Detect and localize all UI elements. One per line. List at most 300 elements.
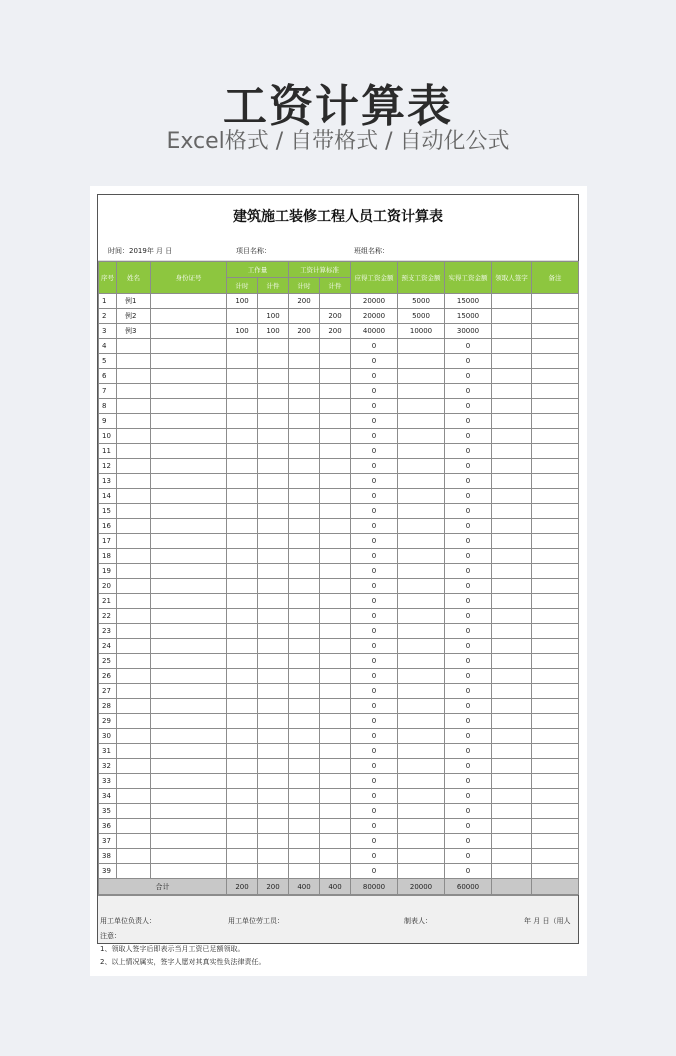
table-cell-sign [492,414,532,429]
table-cell-wp [258,804,289,819]
table-cell-name [117,564,151,579]
header-workload: 工作量 [227,262,289,278]
table-cell-wt: 100 [227,294,258,309]
table-cell-actual: 0 [445,609,492,624]
table-cell-remark [532,309,579,324]
meta-project: 项目名称： [236,247,271,255]
table-cell-actual: 0 [445,789,492,804]
table-cell-no: 36 [99,819,117,834]
table-cell-st [289,699,320,714]
table-cell-advance [398,579,445,594]
table-cell-id [151,804,227,819]
table-cell-name [117,354,151,369]
table-cell-sp [320,654,351,669]
table-cell-payable: 0 [351,489,398,504]
table-cell-id [151,684,227,699]
table-cell-wt [227,474,258,489]
table-cell-id [151,759,227,774]
table-cell-sp [320,714,351,729]
table-cell-actual: 0 [445,849,492,864]
total-cell: 400 [320,879,351,895]
table-row [99,429,579,444]
table-cell-sign [492,729,532,744]
table-cell-st [289,429,320,444]
table-cell-actual: 0 [445,459,492,474]
table-cell-remark [532,789,579,804]
table-cell-sp [320,504,351,519]
table-cell-wp [258,819,289,834]
table-cell-wp [258,594,289,609]
table-cell-id [151,849,227,864]
table-cell-advance [398,534,445,549]
table-cell-payable: 0 [351,444,398,459]
salary-table [98,261,579,895]
table-cell-sp [320,354,351,369]
table-cell-payable: 0 [351,354,398,369]
table-cell-wt [227,564,258,579]
table-cell-st [289,339,320,354]
table-cell-id [151,609,227,624]
table-cell-wp [258,789,289,804]
table-cell-sp [320,774,351,789]
table-cell-actual: 0 [445,564,492,579]
table-cell-sp [320,849,351,864]
table-cell-payable: 0 [351,624,398,639]
table-cell-name [117,609,151,624]
table-cell-payable: 0 [351,564,398,579]
table-cell-remark [532,534,579,549]
table-row [99,624,579,639]
table-cell-wp [258,504,289,519]
table-cell-sign [492,324,532,339]
table-cell-name [117,594,151,609]
table-cell-advance [398,594,445,609]
header-actual: 实得工资金额 [445,262,492,294]
meta-team: 班组名称： [354,247,389,255]
table-cell-sp [320,459,351,474]
table-cell-wt [227,579,258,594]
table-cell-actual: 0 [445,669,492,684]
table-row [99,714,579,729]
table-row [99,459,579,474]
table-cell-advance [398,474,445,489]
table-cell-payable: 0 [351,834,398,849]
total-cell: 20000 [398,879,445,895]
table-cell-no: 37 [99,834,117,849]
table-cell-name [117,654,151,669]
table-cell-remark [532,564,579,579]
table-cell-sign [492,789,532,804]
table-cell-no: 19 [99,564,117,579]
table-cell-sign [492,474,532,489]
table-cell-actual: 0 [445,744,492,759]
table-cell-remark [532,729,579,744]
table-row [99,729,579,744]
table-cell-no: 11 [99,444,117,459]
table-row [99,864,579,879]
table-row [99,399,579,414]
table-cell-sp [320,414,351,429]
table-cell-wp [258,699,289,714]
table-cell-remark [532,399,579,414]
sign-labor: 用工单位劳工员： [228,917,284,925]
table-cell-id [151,744,227,759]
table-cell-payable: 0 [351,414,398,429]
table-cell-advance [398,519,445,534]
table-cell-wp [258,564,289,579]
table-cell-payable: 20000 [351,294,398,309]
table-cell-wt [227,729,258,744]
table-cell-no: 4 [99,339,117,354]
table-cell-actual: 0 [445,384,492,399]
table-cell-sp [320,444,351,459]
table-cell-wt [227,744,258,759]
table-cell-wp [258,864,289,879]
table-cell-advance [398,609,445,624]
table-cell-no: 32 [99,759,117,774]
table-cell-actual: 0 [445,594,492,609]
meta-time: 时间：2019年 月 日 [108,247,173,255]
table-cell-st [289,549,320,564]
table-cell-sign [492,849,532,864]
table-cell-actual: 0 [445,624,492,639]
table-cell-wp [258,609,289,624]
table-cell-remark [532,489,579,504]
table-cell-sp [320,699,351,714]
table-cell-remark [532,609,579,624]
table-cell-st [289,654,320,669]
table-cell-remark [532,429,579,444]
sign-employer: 用工单位负责人： [100,917,156,925]
table-cell-advance [398,564,445,579]
table-cell-no: 26 [99,669,117,684]
table-cell-payable: 0 [351,609,398,624]
table-cell-wp [258,834,289,849]
table-cell-sign [492,519,532,534]
table-cell-sp [320,399,351,414]
table-cell-wt [227,354,258,369]
table-row [99,489,579,504]
table-cell-no: 1 [99,294,117,309]
table-cell-name [117,399,151,414]
table-cell-sign [492,834,532,849]
table-cell-no: 21 [99,594,117,609]
header-id: 身份证号 [151,262,227,294]
table-cell-payable: 0 [351,459,398,474]
table-cell-remark [532,444,579,459]
table-cell-wt [227,459,258,474]
table-cell-sign [492,759,532,774]
table-cell-payable: 0 [351,339,398,354]
table-cell-sign [492,744,532,759]
table-cell-sign [492,339,532,354]
table-cell-actual: 0 [445,414,492,429]
table-cell-payable: 0 [351,504,398,519]
table-cell-no: 22 [99,609,117,624]
header-signature: 领取人签字 [492,262,532,294]
table-cell-wp [258,354,289,369]
table-cell-wp [258,624,289,639]
table-cell-name [117,744,151,759]
table-cell-advance [398,639,445,654]
table-cell-sign [492,534,532,549]
table-cell-sign [492,714,532,729]
hero-subtitle: Excel格式 / 自带格式 / 自动化公式 [166,129,510,154]
table-cell-no: 20 [99,579,117,594]
table-cell-id [151,444,227,459]
table-cell-payable: 0 [351,759,398,774]
table-cell-id [151,354,227,369]
table-cell-st [289,504,320,519]
table-cell-remark [532,669,579,684]
table-cell-remark [532,504,579,519]
table-cell-payable: 0 [351,849,398,864]
table-cell-st [289,759,320,774]
table-cell-advance [398,804,445,819]
table-cell-advance [398,414,445,429]
table-cell-advance [398,384,445,399]
table-cell-wt [227,609,258,624]
table-row [99,759,579,774]
table-cell-no: 7 [99,384,117,399]
table-cell-no: 34 [99,789,117,804]
table-row [99,414,579,429]
table-cell-sign [492,429,532,444]
table-cell-sign [492,579,532,594]
table-cell-wt [227,834,258,849]
table-cell-no: 3 [99,324,117,339]
table-cell-sp [320,579,351,594]
table-row [99,684,579,699]
table-cell-payable: 0 [351,549,398,564]
table-cell-wp [258,519,289,534]
table-cell-remark [532,654,579,669]
table-cell-wt [227,504,258,519]
table-row [99,549,579,564]
table-cell-wt [227,819,258,834]
table-cell-id [151,699,227,714]
table-cell-sp [320,819,351,834]
note-item: 2、以上情况属实，签字人愿对其真实性负法律责任。 [100,958,266,966]
table-cell-remark [532,519,579,534]
table-cell-advance [398,654,445,669]
table-cell-no: 15 [99,504,117,519]
total-cell: 80000 [351,879,398,895]
table-cell-st [289,729,320,744]
table-body [99,294,579,879]
table-cell-id [151,504,227,519]
table-cell-no: 10 [99,429,117,444]
table-cell-id [151,654,227,669]
table-cell-sp [320,369,351,384]
table-cell-actual: 0 [445,354,492,369]
table-cell-st [289,849,320,864]
table-cell-name [117,369,151,384]
table-cell-wp [258,744,289,759]
table-cell-name [117,474,151,489]
header-advance: 预支工资金额 [398,262,445,294]
table-cell-actual: 0 [445,489,492,504]
table-cell-sign [492,804,532,819]
table-cell-advance [398,399,445,414]
table-cell-wt [227,699,258,714]
table-cell-sign [492,669,532,684]
table-row [99,564,579,579]
table-cell-no: 18 [99,549,117,564]
table-cell-id [151,669,227,684]
table-cell-no: 28 [99,699,117,714]
table-cell-no: 39 [99,864,117,879]
table-cell-name [117,759,151,774]
table-cell-remark [532,624,579,639]
table-cell-wp [258,444,289,459]
table-cell-st [289,639,320,654]
table-cell-sign [492,864,532,879]
table-cell-id [151,774,227,789]
table-cell-sp [320,744,351,759]
table-cell-name [117,549,151,564]
table-cell-id [151,594,227,609]
table-cell-payable: 0 [351,579,398,594]
table-cell-st [289,474,320,489]
table-cell-wp [258,489,289,504]
table-cell-sp [320,519,351,534]
salary-sheet [97,194,579,944]
table-cell-payable: 0 [351,399,398,414]
header-payable: 应得工资金额 [351,262,398,294]
table-cell-wp [258,369,289,384]
table-cell-advance [398,549,445,564]
table-cell-actual: 0 [445,729,492,744]
table-cell-st [289,834,320,849]
table-row [99,504,579,519]
table-row [99,324,579,339]
table-cell-actual: 0 [445,504,492,519]
table-cell-no: 6 [99,369,117,384]
table-cell-remark [532,594,579,609]
table-cell-wp [258,684,289,699]
table-cell-wt [227,804,258,819]
table-cell-actual: 0 [445,429,492,444]
table-cell-id [151,489,227,504]
table-cell-advance [398,864,445,879]
table-cell-sign [492,489,532,504]
table-cell-actual: 15000 [445,294,492,309]
table-cell-advance [398,699,445,714]
table-cell-wt [227,519,258,534]
table-cell-id [151,579,227,594]
table-cell-payable: 20000 [351,309,398,324]
table-cell-name [117,339,151,354]
table-cell-name [117,684,151,699]
table-cell-sp [320,474,351,489]
total-label: 合计 [99,879,227,895]
table-cell-id [151,384,227,399]
table-cell-name [117,639,151,654]
notes-title: 注意： [100,932,121,940]
table-cell-wp [258,534,289,549]
table-cell-payable: 0 [351,714,398,729]
table-cell-name [117,534,151,549]
table-cell-remark [532,579,579,594]
table-cell-name [117,834,151,849]
table-cell-advance [398,774,445,789]
table-cell-actual: 0 [445,714,492,729]
table-cell-name [117,504,151,519]
table-cell-actual: 0 [445,639,492,654]
table-row [99,384,579,399]
table-cell-id [151,414,227,429]
table-cell-remark [532,699,579,714]
table-cell-actual: 0 [445,774,492,789]
table-cell-advance [398,339,445,354]
table-cell-remark [532,339,579,354]
table-cell-wt [227,534,258,549]
table-cell-st [289,789,320,804]
table-cell-id [151,534,227,549]
table-cell-no: 38 [99,849,117,864]
table-cell-payable: 0 [351,534,398,549]
sign-date: 年 月 日（用人 [524,917,571,925]
table-cell-advance [398,729,445,744]
table-cell-remark [532,714,579,729]
table-cell-st [289,384,320,399]
table-cell-payable: 0 [351,639,398,654]
table-cell-id [151,309,227,324]
table-cell-st [289,594,320,609]
table-cell-advance [398,459,445,474]
table-row [99,699,579,714]
table-cell-actual: 0 [445,519,492,534]
table-cell-id [151,369,227,384]
table-cell-actual: 0 [445,369,492,384]
table-row [99,339,579,354]
table-cell-remark [532,804,579,819]
table-cell-no: 13 [99,474,117,489]
table-cell-payable: 0 [351,774,398,789]
table-cell-st [289,399,320,414]
table-cell-sp [320,834,351,849]
table-cell-sp [320,789,351,804]
table-cell-remark [532,549,579,564]
table-cell-sign [492,594,532,609]
table-cell-name [117,864,151,879]
table-cell-sp [320,624,351,639]
table-cell-name: 例1 [117,294,151,309]
table-cell-sign [492,564,532,579]
table-cell-name [117,519,151,534]
table-cell-payable: 0 [351,654,398,669]
table-cell-no: 14 [99,489,117,504]
table-cell-sign [492,699,532,714]
total-cell: 400 [289,879,320,895]
table-cell-no: 31 [99,744,117,759]
table-cell-st: 200 [289,324,320,339]
table-cell-actual: 0 [445,579,492,594]
header-remark: 备注 [532,262,579,294]
table-cell-remark [532,354,579,369]
table-cell-wt [227,309,258,324]
table-cell-wt [227,399,258,414]
table-cell-id [151,864,227,879]
table-cell-wt [227,414,258,429]
table-cell-wt [227,714,258,729]
table-cell-st [289,534,320,549]
table-cell-st [289,309,320,324]
table-cell-st [289,459,320,474]
table-cell-sign [492,459,532,474]
table-cell-wt [227,339,258,354]
